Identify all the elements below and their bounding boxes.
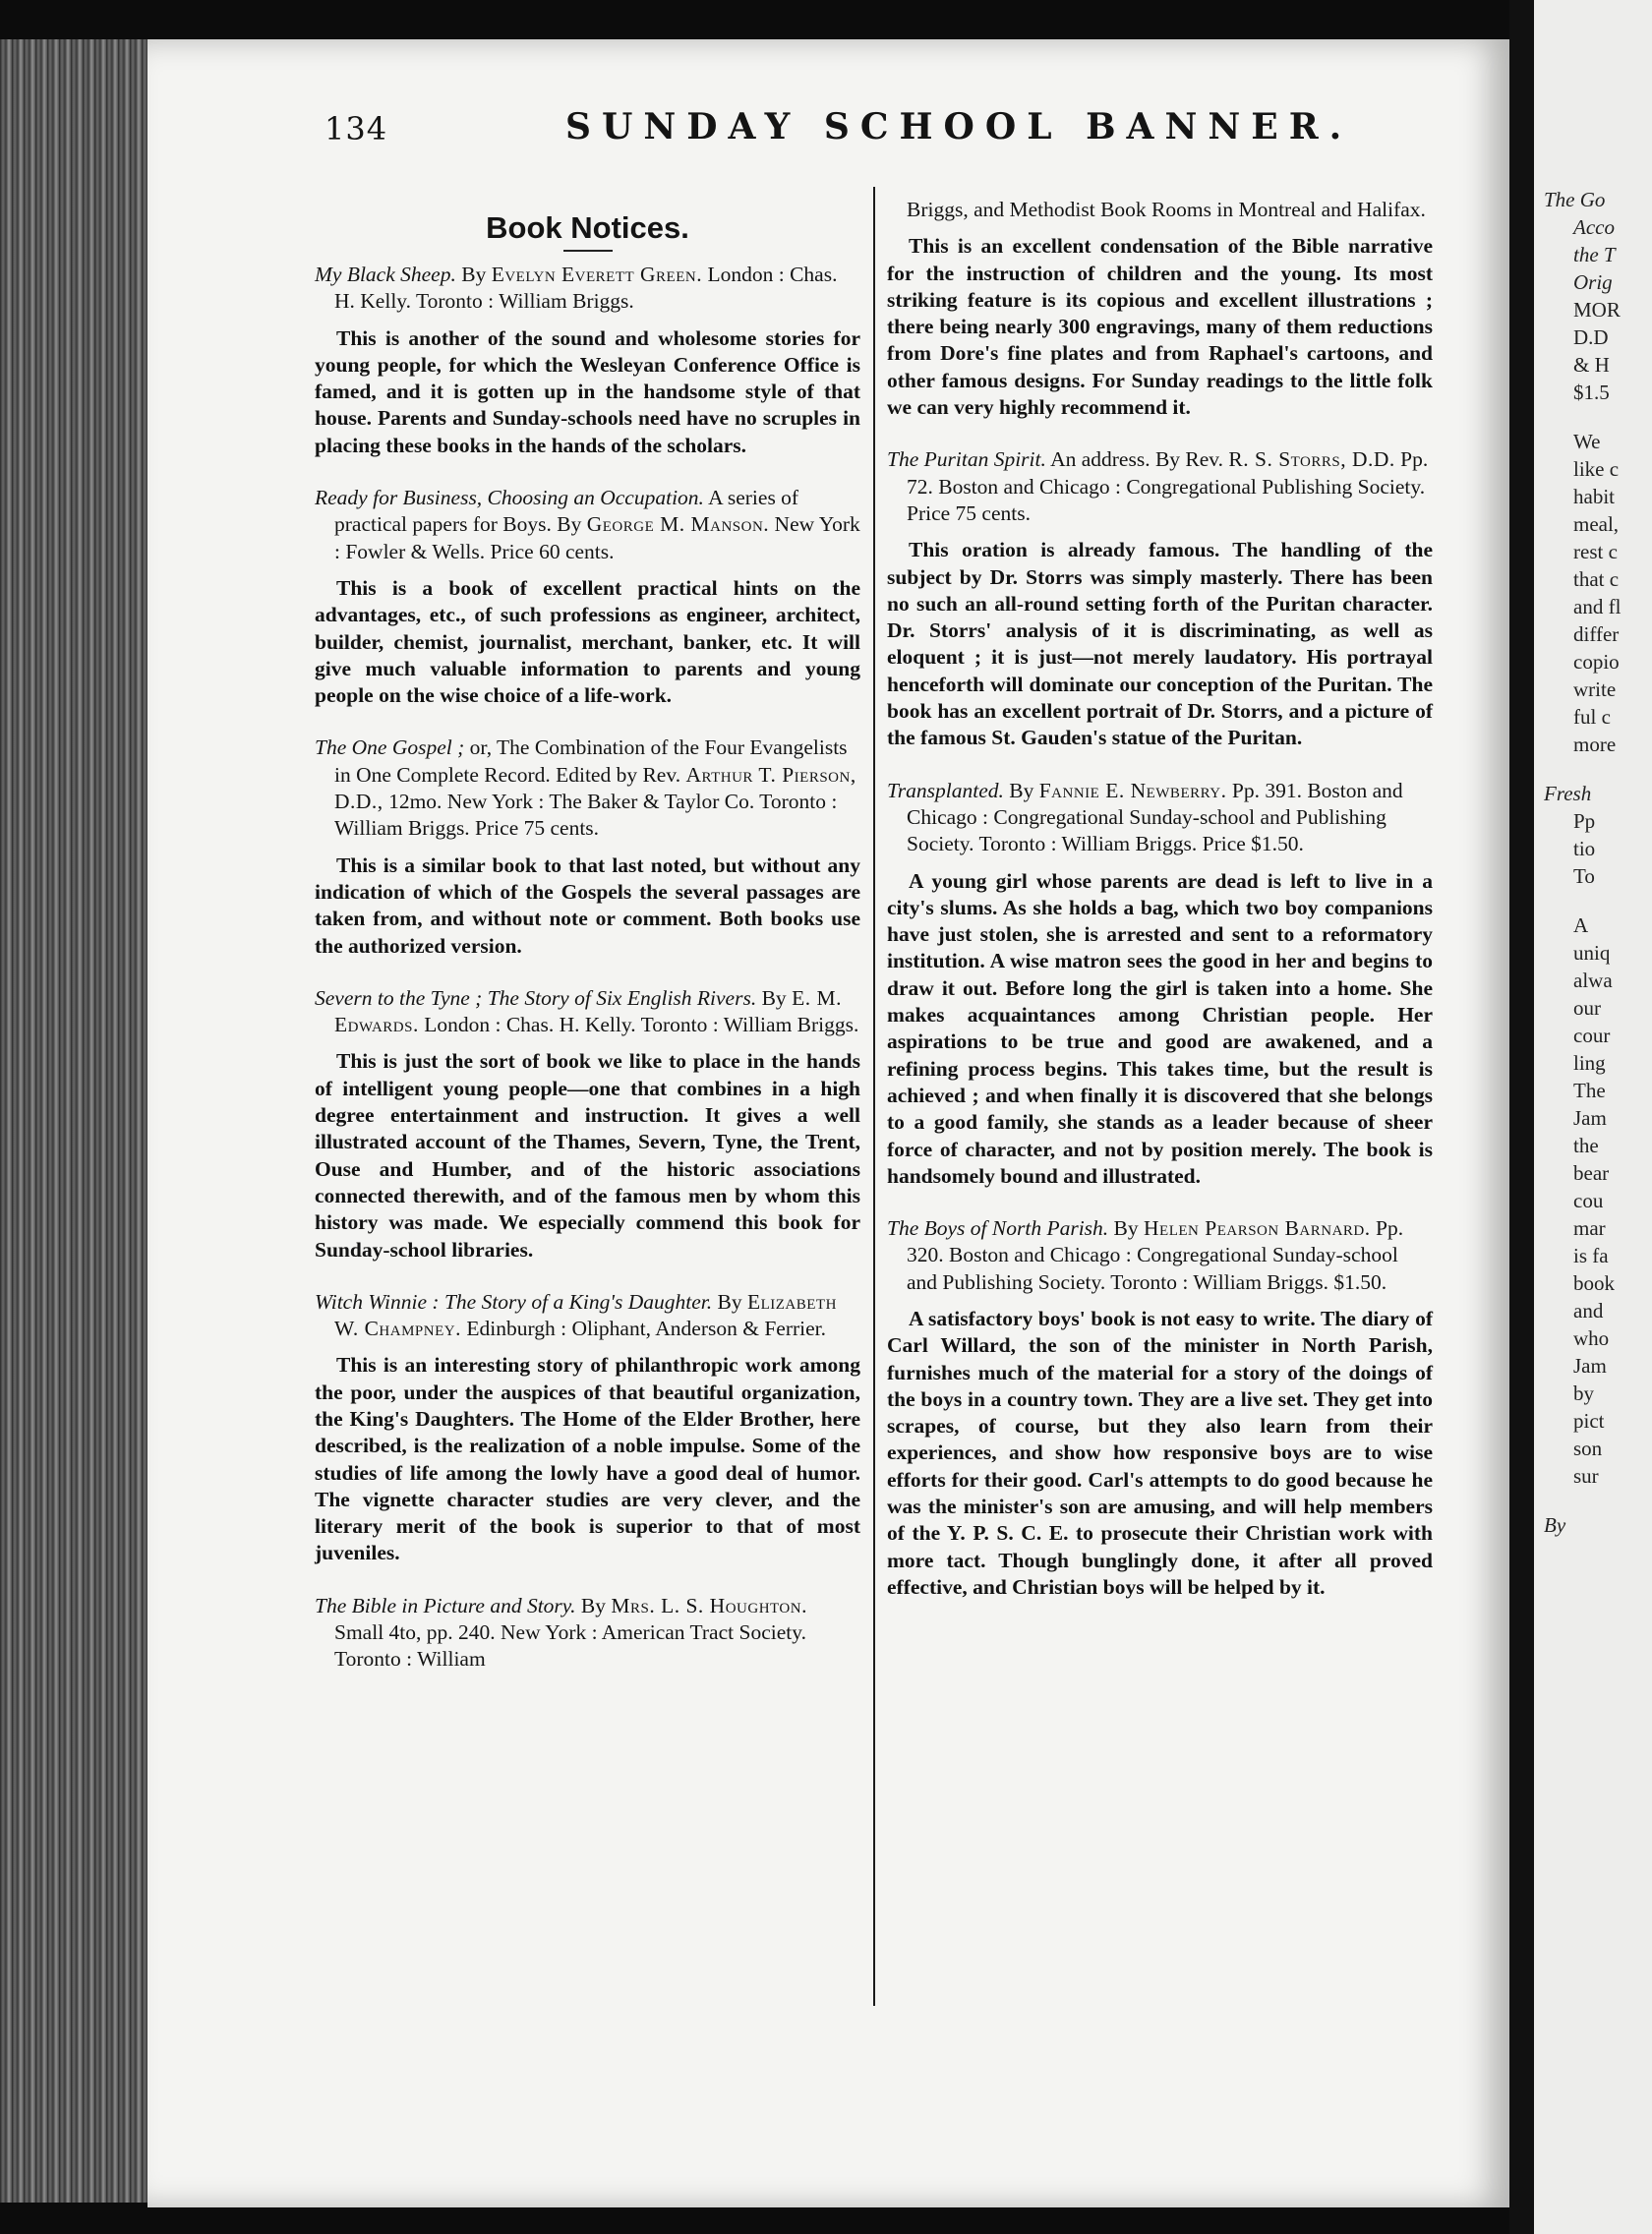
book-citation [315,485,860,565]
book-citation [315,735,860,842]
facing-page-text: & H [1573,353,1610,377]
book-notice [887,446,1433,751]
book-citation [315,262,860,316]
facing-page-text: alwa [1573,969,1613,992]
citation-prefix: By [1113,1216,1139,1241]
facing-page-text: like c [1573,457,1620,481]
facing-page-text: who [1573,1326,1610,1350]
column-divider [873,187,875,2006]
facing-page-text: Fresh [1544,782,1592,805]
publication-details: 12mo. New York : The Baker & Taylor Co. Toronto : William Briggs. Price 75 cents. [334,790,838,841]
book-author: Helen Pearson Barnard. [1144,1216,1371,1241]
book-title: The Boys of North Parish. [887,1216,1109,1241]
book-title: Transplanted. [887,778,1004,802]
book-author: R. S. Storrs, D.D. [1228,447,1395,472]
review-text: This is an interesting story of philanthropic work among the poor, under the auspices of that beautiful organization, the King's Daughters. The Home of the Elder Brother, here described, is the realization of a noble impulse. Some of the studies of life among the lowly have a good deal of humor. The vignette character studies are very clever, and the literary merit of the book is superior to that of most juveniles. [315,1353,860,1565]
facing-page-text: is fa [1573,1244,1609,1267]
book-citation [315,985,860,1039]
page-number: 134 [324,110,388,147]
citation-prefix: By [761,985,787,1010]
facing-page-text: Jam [1573,1106,1607,1130]
facing-page-text: A [1573,913,1589,937]
book-author: George M. Manson. [586,512,770,537]
facing-page-text: Acco [1573,215,1615,239]
facing-page-text: that c [1573,567,1620,591]
facing-page-text: cour [1573,1024,1611,1047]
facing-page-text: the T [1573,243,1616,266]
review-text: This is a book of excellent practical hints on the advantages, etc., of such professions as engineer, architect, builder, chemist, journalist, merchant, banker, etc. It will give much valuable information to parents and young people on the wise choice of a life-work. [315,575,860,708]
citation-prefix: or, The Combination of the Four Evangelists in One Complete Record. Edited by Rev. [334,735,848,787]
book-author: Mrs. L. S. Houghton. [611,1593,807,1617]
facing-page-text: D.D [1573,325,1609,349]
book-notice [887,1215,1433,1601]
facing-page-text: and [1573,1299,1604,1323]
book-notice [315,985,860,1264]
facing-page-fragment [1534,0,1652,2234]
facing-page-text: By [1544,1513,1566,1537]
right-column [887,197,1433,1626]
journal-title: SUNDAY SCHOOL BANNER. [565,106,1353,147]
facing-page-text: $1.5 [1573,381,1610,404]
publication-details: Small 4to, pp. 240. New York : American Tract Society. Toronto : William [334,1620,806,1672]
facing-page-text: ful c [1573,705,1611,729]
citation-prefix: By [717,1289,742,1314]
book-title: Severn to the Tyne ; The Story of Six English Rivers. [315,985,757,1010]
publication-details: Pp. 320. Boston and Chicago : Congregational Sunday-school and Publishing Society. Toronto : William Briggs. $1.50. [907,1216,1404,1294]
book-citation [887,1215,1433,1296]
book-spine-edge [0,39,148,2203]
facing-page-text: our [1573,996,1601,1020]
publication-details: Pp. 72. Boston and Chicago : Congregational Publishing Society. Price 75 cents. [907,447,1429,525]
book-author: Arthur T. Pierson, D.D., [334,762,856,814]
facing-page-text: cou [1573,1189,1604,1212]
facing-page-text: Pp [1573,809,1596,833]
book-citation [887,446,1433,527]
publication-details: New York : Fowler & Wells. Price 60 cents. [334,512,860,563]
facing-page-text: MOR [1573,298,1621,322]
facing-page-text: uniq [1573,941,1611,965]
publication-details: Pp. 391. Boston and Chicago : Congregational Sunday-school and Publishing Society. Toronto : William Briggs. Price $1.50. [907,778,1403,856]
review-text: This is just the sort of book we like to place in the hands of intelligent young people—one that combines in a high degree entertainment and instruction. It gives a well illustrated account of the Thames, Severn, Tyne, the Trent, Ouse and Humber, and of the historic associations connected therewith, and of the famous men by whom this history was made. We especially commend this book for Sunday-school libraries. [315,1049,860,1262]
facing-page-text: Jam [1573,1354,1607,1378]
facing-page-text: son [1573,1437,1603,1460]
publication-details: London : Chas. H. Kelly. Toronto : William Briggs. [424,1013,859,1037]
book-title: The One Gospel ; [315,735,465,760]
publication-details: Edinburgh : Oliphant, Anderson & Ferrier. [466,1317,827,1341]
review-text: This is another of the sound and wholesome stories for young people, for which the Wesleyan Conference Office is famed, and it is gotten up in the handsome style of that house. Parents and Sunday-schools need have no scruples in placing these books in the hands of the scholars. [315,325,860,457]
facing-page-text: pict [1573,1409,1605,1433]
left-column [315,197,860,1699]
heading-rule [563,250,613,252]
book-notice [315,1289,860,1567]
review-text: This is an excellent condensation of the Bible narrative for the instruction of children and the young. Its most striking feature is its copious and excellent illustrations ; there being nearly 300 engravings, many of them reductions from Dore's fine plates and from Raphael's cartoons, and other famous designs. For Sunday readings to the little folk we can very highly recommend it. [887,234,1433,420]
citation-prefix: By [580,1593,606,1617]
facing-page-text: more [1573,733,1617,756]
facing-page-text: differ [1573,622,1620,646]
book-author: Elizabeth W. Champney. [334,1289,837,1341]
facing-page-text: ling [1573,1051,1606,1075]
book-notice [315,735,860,959]
facing-page-text: sur [1573,1464,1599,1488]
book-gutter [1509,0,1534,2234]
facing-page-text: copio [1573,650,1620,674]
facing-page-text: tio [1573,837,1596,860]
book-author: Fannie E. Newberry. [1038,778,1227,802]
facing-page-text: and fl [1573,595,1622,618]
book-notice [315,262,860,459]
book-author: Evelyn Everett Green. [491,263,703,286]
book-title: Ready for Business, Choosing an Occupation. [315,486,704,510]
book-title: Witch Winnie : The Story of a King's Daughter. [315,1289,713,1314]
facing-page-text: We [1573,430,1601,453]
facing-page-text: The [1573,1079,1606,1102]
running-head [177,106,1426,155]
publication-details: London : Chas. H. Kelly. Toronto : William Briggs. [334,263,838,314]
facing-page-text: habit [1573,485,1615,508]
facing-page-text: the [1573,1134,1599,1157]
book-citation [887,778,1433,858]
book-notice [887,778,1433,1190]
citation-prefix: A series of practical papers for Boys. By [334,486,799,537]
book-title: The Puritan Spirit. [887,447,1046,472]
book-title: The Bible in Picture and Story. [315,1593,576,1617]
section-heading: Book Notices. [486,210,689,245]
book-author: E. M. Edwards. [334,985,842,1037]
citation-prefix: By [1009,778,1034,802]
review-text: This oration is already famous. The handling of the subject by Dr. Storrs was simply masterly. There has been no such an all-round setting forth of the Puritan character. Dr. Storrs' analysis of it is discriminating, as well as eloquent ; it is just—not merely laudatory. His portrayal henceforth will dominate our conception of the Puritan. The book has an excellent portrait of Dr. Storrs, and a picture of the famous St. Gauden's statue of the Puritan. [887,538,1433,750]
facing-page-text: To [1573,864,1595,888]
facing-page-text: Orig [1573,270,1613,294]
citation-prefix: By [461,263,487,286]
review-text: This is a similar book to that last noted, but without any indication of which of the Gospels the several passages are taken from, and without note or comment. Both books use the authorized version. [315,852,860,958]
facing-page-text: The Go [1544,188,1606,211]
review-text: A young girl whose parents are dead is left to live in a city's slums. As she holds a bag, which two boy companions have just stolen, she is arrested and sent to a reformatory institution. A wise matron sees the good in her and begins to draw it out. Before long the girl is taken into a home. She makes acquaintances among Christian people. Her aspirations to be true and good are awakened, and a refining process begins. This takes time, but the result is achieved ; and when finally it is discovered that she belongs to a good family, she stands as a leader because of sheer force of character, and not by position merely. The book is handsomely bound and illustrated. [887,868,1433,1188]
book-notice [315,485,860,709]
review-text: A satisfactory boys' book is not easy to write. The diary of Carl Willard, the son of the minister in North Parish, furnishes much of the material for a story of the doings of the boys in a country town. They are a live set. They get into scrapes, of course, but they also learn from their experiences, and show how responsive boys are to wise efforts for their good. Carl's attempts to do good because he was the minister's son are amusing, and will help members of the Y. P. S. C. E. to prosecute their Christian work with more tact. Though bunglingly done, it after all proved effective, and Christian boys will be helped by it. [887,1306,1433,1599]
book-citation [315,1289,860,1343]
book-notice [315,1593,860,1674]
facing-page-text: mar [1573,1216,1606,1240]
citation-prefix: An address. By Rev. [1050,447,1224,472]
facing-page-text: write [1573,677,1617,701]
book-title: My Black Sheep. [315,263,456,286]
facing-page-text: rest c [1573,540,1618,563]
facing-page-text: book [1573,1271,1615,1295]
facing-page-text: meal, [1573,512,1620,536]
facing-page-text: by [1573,1382,1594,1405]
facing-page-text: bear [1573,1161,1610,1185]
continued-citation: Briggs, and Methodist Book Rooms in Montreal and Halifax. [907,198,1426,221]
book-citation [315,1593,860,1674]
